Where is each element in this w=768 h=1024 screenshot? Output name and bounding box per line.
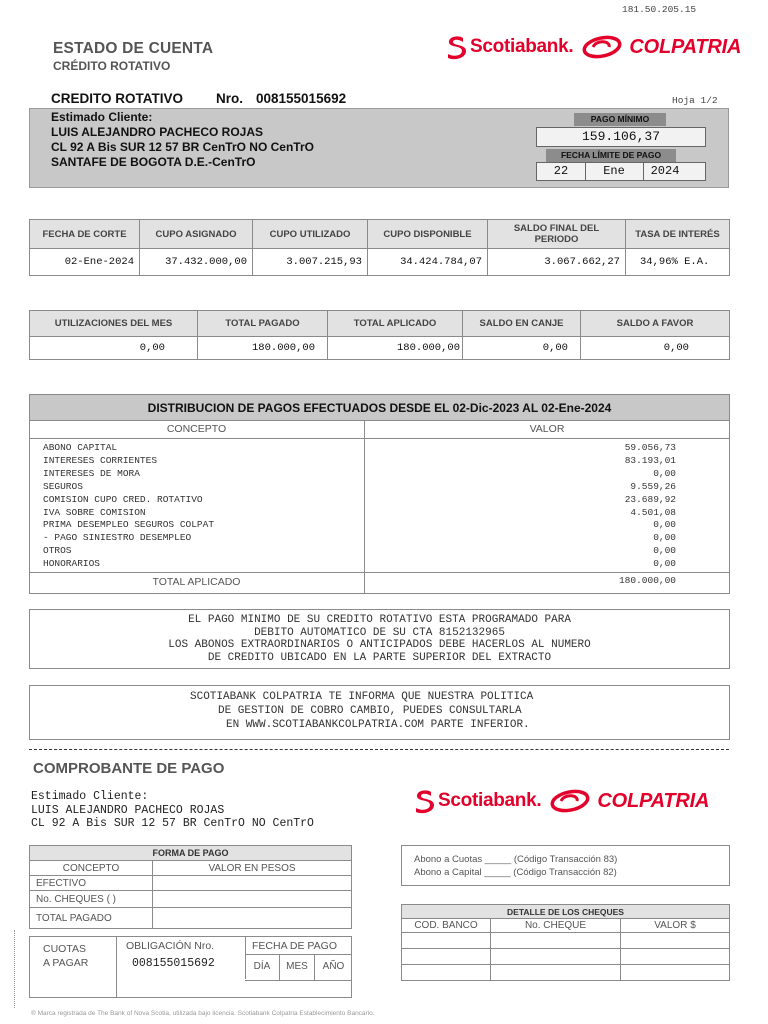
value-cupo-disponible: 34.424.784,07 [367,248,488,276]
cheque-field[interactable] [620,932,730,949]
header-saldo-favor: SALDO A FAVOR [580,310,730,337]
cheque-field[interactable] [490,948,621,965]
distribution-concept: - PAGO SINIESTRO DESEMPLEO [43,532,192,544]
distribution-concept: HONORARIOS [43,558,101,570]
due-year: 2024 [650,164,680,178]
scotiabank-s-icon [445,34,467,60]
distribution-value: 9.559,26 [630,480,676,492]
distribution-concept: ABONO CAPITAL [43,442,118,453]
header-cupo-utilizado: CUPO UTILIZADO [252,219,368,249]
doc-subtitle: CRÉDITO ROTATIVO [53,59,171,73]
notice-collection-policy [29,685,730,740]
distribution-value: 83.193,01 [624,454,676,466]
total-pagado-field[interactable] [152,907,352,929]
cheques-value-field[interactable] [152,890,352,908]
brand-scotiabank: Scotiabank. [470,36,574,57]
total-pagado-label: TOTAL PAGADO [29,907,153,929]
abono-capital-option[interactable]: Abono a Capital _____ (Código Transacción 82) [414,867,617,878]
client-address: CL 92 A Bis SUR 12 57 BR CenTrO NO CenTrO [51,140,314,154]
header-fecha-corte: FECHA DE CORTE [29,219,140,249]
header-cupo-disponible: CUPO DISPONIBLE [367,219,488,249]
notice-2-line: EN WWW.SCOTIABANKCOLPATRIA.COM PARTE INFERIOR. [226,719,530,731]
cheque-field[interactable] [490,932,621,949]
notice-1-line: DE CREDITO UBICADO EN LA PARTE SUPERIOR DEL EXTRACTO [207,651,552,664]
min-payment-value: 159.106,37 [536,127,706,147]
distribution-value: 0,00 [653,467,676,479]
due-month: Ene [585,163,644,180]
cheques-table-title: DETALLE DE LOS CHEQUES [401,904,730,919]
value-cupo-utilizado: 3.007.215,93 [252,248,368,276]
client-greeting: Estimado Cliente: [51,110,153,124]
notice-2-text [190,690,533,732]
cheque-field[interactable] [620,964,730,981]
header-saldo-final: SALDO FINAL DEL PERIODO [487,219,626,249]
obligation-box [29,936,352,998]
ip-address: 181.50.205.15 [622,4,697,15]
receipt-client-block [31,790,314,831]
product-label: CREDITO ROTATIVO [51,91,184,106]
receipt-brand-logo [413,788,709,814]
notice-1-line: LOS ABONOS EXTRAORDINARIOS O ANTICIPADOS DEBE HACERLOS AL NUMERO [168,639,591,651]
notice-1-line: DEBITO AUTOMATICO DE SU CTA 8152132965 [254,626,505,639]
distribution-header-line [29,438,730,439]
header-tasa-interes: TASA DE INTERÉS [625,219,730,249]
distribution-title: DISTRIBUCION DE PAGOS EFECTUADOS DESDE EL 02-Dic-2023 AL 02-Ene-2024 [29,394,730,421]
header-total-pagado: TOTAL PAGADO [197,310,328,337]
distribution-concept: COMISION CUPO CRED. ROTATIVO [43,493,203,505]
header-cupo-asignado: CUPO ASIGNADO [139,219,253,249]
value-utilizaciones: 0,00 [29,336,198,360]
receipt-client-address: CL 92 A Bis SUR 12 57 BR CenTrO NO CenTrO [31,817,314,830]
brand-scotiabank: Scotiabank. [438,790,542,811]
distribution-concept: SEGUROS [43,480,83,492]
cheque-field[interactable] [401,948,491,965]
value-saldo-canje: 0,00 [462,336,581,360]
abono-box [401,845,730,886]
colpatria-ring-icon [581,35,623,59]
brand-logo [445,34,741,60]
colpatria-ring-icon [549,789,591,813]
distribution-value: 0,00 [653,519,676,531]
client-city: SANTAFE DE BOGOTA D.E.-CenTrO [51,155,256,169]
distribution-value: 0,00 [653,545,676,557]
cheque-field[interactable] [490,964,621,981]
brand-colpatria: COLPATRIA [629,35,742,58]
notice-1-text [30,614,729,664]
distribution-concept: OTROS [43,545,72,557]
col-cod-banco: COD. BANCO [401,918,491,933]
notice-2-line: SCOTIABANK COLPATRIA TE INFORMA QUE NUESTRA POLITICA [190,691,534,703]
col-no-cheque: No. CHEQUE [490,918,621,933]
value-total-pagado: 180.000,00 [197,336,328,360]
distribution-concept: PRIMA DESEMPLEO SEGUROS COLPAT [43,519,215,531]
mes-field[interactable]: MES [280,955,315,980]
receipt-title: COMPROBANTE DE PAGO [33,760,225,777]
header-utilizaciones: UTILIZACIONES DEL MES [29,310,198,337]
distribution-value: 4.501,08 [630,506,676,518]
forma-col-valor: VALOR EN PESOS [152,860,352,876]
due-date-box [536,162,706,181]
forma-pago-title: FORMA DE PAGO [29,845,352,861]
page-indicator: Hoja 1/2 [672,95,718,106]
fecha-pago-label: FECHA DE PAGO [252,940,337,952]
dia-field[interactable]: DÍA [245,955,280,980]
abono-options [414,853,617,879]
side-print-mark [14,930,21,1008]
client-name: LUIS ALEJANDRO PACHECO ROJAS [51,125,264,139]
receipt-client-name: LUIS ALEJANDRO PACHECO ROJAS [31,803,225,817]
value-total-aplicado: 180.000,00 [327,336,463,360]
col-concepto: CONCEPTO [166,423,227,435]
value-saldo-final: 3.067.662,27 [487,248,626,276]
header-total-aplicado: TOTAL APLICADO [327,310,463,337]
brand-colpatria: COLPATRIA [597,789,710,812]
receipt-greeting: Estimado Cliente: [31,790,149,803]
header-saldo-canje: SALDO EN CANJE [462,310,581,337]
col-valor: VALOR [529,423,565,435]
obligation-label: OBLIGACIÓN Nro. [126,940,215,952]
min-payment-label: PAGO MÍNIMO [574,113,666,126]
client-block [51,110,314,170]
anio-field[interactable]: AÑO [322,961,345,972]
distribution-concept: INTERESES CORRIENTES [43,454,158,466]
forma-col-concepto: CONCEPTO [29,860,153,876]
distribution-value: 23.689,92 [624,493,676,505]
col-valor: VALOR $ [620,918,730,933]
scotiabank-s-icon [413,788,435,814]
distribution-value: 59.056,73 [624,442,676,453]
efectivo-value-field[interactable] [152,875,352,891]
cheque-field[interactable] [620,948,730,965]
cheques-label: No. CHEQUES ( ) [29,890,153,908]
credit-number: 008155015692 [256,91,347,106]
footer-disclaimer: ® Marca registrada de The Bank of Nova Scotia, utilizada bajo licencia. Scotiabank Colpatria Establecimiento Bancario. [31,1010,375,1017]
fecha-pago-fields[interactable] [245,954,352,981]
cut-line [29,749,729,750]
distribution-value: 0,00 [653,558,676,570]
notice-automatic-debit [29,609,730,669]
due-day: 22 [537,163,586,180]
due-date-label: FECHA LÍMITE DE PAGO [546,149,676,162]
distribution-value: 0,00 [653,532,676,544]
value-tasa-interes: 34,96% E.A. [625,248,730,276]
value-fecha-corte: 02-Ene-2024 [29,248,140,276]
cheque-field[interactable] [401,964,491,981]
notice-2-line: DE GESTION DE COBRO CAMBIO, PUEDES CONSULTARLA [218,705,522,717]
obligation-number: 008155015692 [132,957,215,970]
credit-number-label: Nro. [216,91,243,106]
value-saldo-favor: 0,00 [580,336,730,360]
cheque-field[interactable] [401,932,491,949]
obligation-divider [116,937,117,997]
total-aplicado-label: TOTAL APLICADO [152,576,241,588]
distribution-concept: INTERESES DE MORA [43,467,140,479]
distribution-total-line [29,572,730,573]
total-aplicado-value: 180.000,00 [618,575,676,586]
value-cupo-asignado: 37.432.000,00 [139,248,253,276]
efectivo-label: EFECTIVO [29,875,153,891]
cuotas-label: CUOTAS A PAGAR [43,943,89,969]
abono-cuotas-option[interactable]: Abono a Cuotas _____ (Código Transacción 83) [414,854,618,865]
notice-1-line: EL PAGO MINIMO DE SU CREDITO ROTATIVO ESTA PROGRAMADO PARA [188,614,571,626]
doc-title: ESTADO DE CUENTA [53,40,214,57]
distribution-concept: IVA SOBRE COMISION [43,506,146,518]
